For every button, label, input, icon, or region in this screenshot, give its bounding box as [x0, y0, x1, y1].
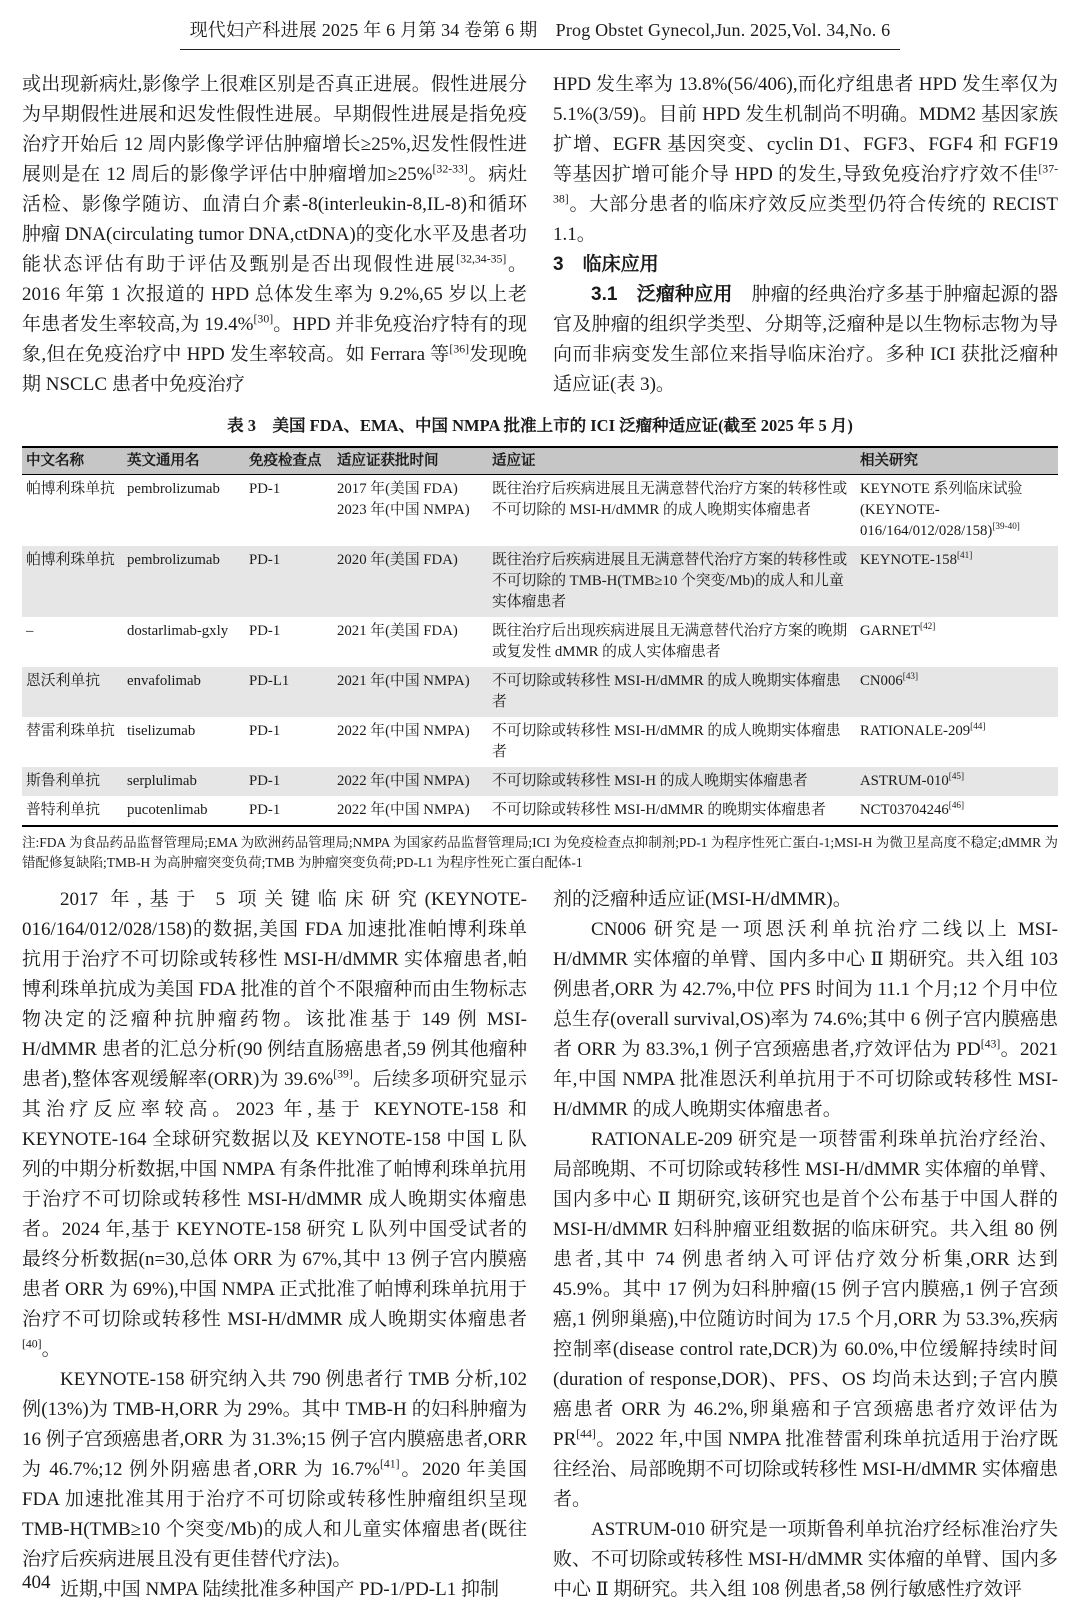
body-paragraph: 2017 年,基于 5 项关键临床研究(KEYNOTE-016/164/012/028/158)的数据,美国 FDA 加速批准帕博利珠单抗用于治疗不可切除或转移性 MSI-H/dMMR 实体瘤患者,帕博利珠单抗成为美国 FDA 批准的首个不限瘤种而由生物标志物决定的泛瘤种抗肿瘤药物。该批准基于 149 例 MSI-H/dMMR 患者的汇总分析(90 例结直肠癌患者,59 例其他瘤种患者),整体客观缓解率(ORR)为 39.6%[39]。后续多项研究显示其治疗反应率较高。2023 年,基于 KEYNOTE-158 和 KEYNOTE-164 全球研究数据以及 KEYNOTE-158 中国 L 队列的中期分析数据,中国 NMPA 有条件批准了帕博利珠单抗用于治疗不可切除或转移性 MSI-H/dMMR 成人晚期实体瘤患者。2024 年,基于 KEYNOTE-158 研究 L 队列中国受试者的最终分析数据(n=30,总体 ORR 为 67%,其中 13 例子宫内膜癌患者 ORR 为 69%),中国 NMPA 正式批准了帕博利珠单抗用于治疗不可切除或转移性 MSI-H/dMMR 成人晚期实体瘤患者[40]。 — [22, 889, 527, 1360]
body-paragraph: CN006 研究是一项恩沃利单抗治疗二线以上 MSI-H/dMMR 实体瘤的单臂、国内多中心 Ⅱ 期研究。共入组 103 例患者,ORR 为 42.7%,中位 PFS 时间为 11.1 个月;12 个月中位总生存(overall survival,OS)率为 74.6%;其中 6 例子宫内膜癌患者 ORR 为 83.3%,1 例子宫颈癌患者,疗效评估为 PD[43]。2021 年,中国 NMPA 批准恩沃利单抗用于不可切除或转移性 MSI-H/dMMR 的成人晚期实体瘤患者。 — [553, 919, 1058, 1120]
col-header-study: 相关研究 — [856, 447, 1058, 475]
ici-indications-table — [22, 446, 1058, 827]
col-header-checkpoint: 免疫检查点 — [245, 447, 333, 475]
cell-checkpoint: PD-1 — [249, 723, 281, 739]
cell-indication: 不可切除或转移性 MSI-H/dMMR 的晚期实体瘤患者 — [492, 802, 826, 818]
cell-approval: 2022 年(中国 NMPA) — [337, 802, 470, 818]
cell-indication: 不可切除或转移性 MSI-H/dMMR 的成人晚期实体瘤患者 — [492, 723, 841, 760]
cell-study: CN006[43] — [860, 671, 919, 689]
right-column-top — [553, 70, 1058, 400]
cell-cn-name: 斯鲁利单抗 — [26, 773, 100, 789]
page-header — [22, 16, 1058, 50]
cell-approval: 2017 年(美国 FDA) 2023 年(中国 NMPA) — [337, 481, 470, 518]
section-heading-clinical-application: 3 临床应用 — [553, 254, 659, 275]
table-row — [22, 546, 1058, 617]
cell-checkpoint: PD-1 — [249, 623, 281, 639]
cell-study: KEYNOTE-158[41] — [860, 550, 973, 568]
cell-checkpoint: PD-L1 — [249, 673, 290, 689]
table-row — [22, 796, 1058, 826]
table-row — [22, 475, 1058, 547]
table-footnote: 注:FDA 为食品药品监督管理局;EMA 为欧洲药品管理局;NMPA 为国家药品监督管理局;ICI 为免疫检查点抑制剂;PD-1 为程序性死亡蛋白-1;MSI-H 为微卫星高度不稳定;dMMR 为错配修复缺陷;TMB-H 为高肿瘤突变负荷;TMB 为肿瘤突变负荷;PD-L1 为程序性死亡蛋白配体-1 — [22, 835, 1058, 870]
top-text-columns — [22, 70, 1058, 400]
cell-study: RATIONALE-209[44] — [860, 721, 986, 739]
table-row — [22, 767, 1058, 796]
table-title: 表 3 美国 FDA、EMA、中国 NMPA 批准上市的 ICI 泛瘤种适应证(截至 2025 年 5 月) — [227, 416, 853, 435]
body-paragraph: HPD 发生率为 13.8%(56/406),而化疗组患者 HPD 发生率仅为 5.1%(3/59)。目前 HPD 发生机制尚不明确。MDM2 基因家族扩增、EGFR 基因突变、cyclin D1、FGF3、FGF4 和 FGF19 等基因扩增可能介导 HPD 的发生,导致免疫治疗疗效不佳[37-38]。大部分患者的临床疗效反应类型仍符合传统的 RECIST 1.1。 — [553, 74, 1058, 245]
body-paragraph: RATIONALE-209 研究是一项替雷利珠单抗治疗经治、局部晚期、不可切除或转移性 MSI-H/dMMR 实体瘤的单臂、国内多中心 Ⅱ 期研究,该研究也是首个公布基于中国人群的 MSI-H/dMMR 妇科肿瘤亚组数据的临床研究。共入组 80 例患者,其中 74 例患者纳入可评估疗效分析集,ORR 达到 45.9%。其中 17 例为妇科肿瘤(15 例子宫内膜癌,1 例子宫颈癌,1 例卵巢癌),中位随访时间为 17.5 个月,ORR 为 53.3%,疾病控制率(disease control rate,DCR)为 60.0%,中位缓解持续时间(duration of response,DOR)、PFS、OS 均尚未达到;子宫内膜癌患者 ORR 为 46.2%,卵巢癌和子宫颈癌患者疗效评估为 PR[44]。2022 年,中国 NMPA 批准替雷利珠单抗适用于治疗既往经治、局部晚期不可切除或转移性 MSI-H/dMMR 实体瘤患者。 — [553, 1129, 1058, 1510]
cell-approval: 2022 年(中国 NMPA) — [337, 773, 470, 789]
cell-indication: 既往治疗后出现疾病进展且无满意替代治疗方案的晚期或复发性 dMMR 的成人实体瘤患者 — [492, 623, 848, 660]
cell-en-name: dostarlimab-gxly — [127, 623, 229, 639]
cell-approval: 2021 年(美国 FDA) — [337, 623, 458, 639]
body-paragraph: 3.1 泛瘤种应用 肿瘤的经典治疗多基于肿瘤起源的器官及肿瘤的组织学类型、分期等,泛瘤种是以生物标志物为导向而非病变发生部位来指导临床治疗。多种 ICI 获批泛瘤种适应证(表 3)。 — [553, 284, 1058, 395]
cell-en-name: pembrolizumab — [127, 552, 220, 568]
col-header-indication: 适应证 — [488, 447, 856, 475]
cell-en-name: envafolimab — [127, 673, 201, 689]
cell-cn-name: 普特利单抗 — [26, 802, 100, 818]
cell-cn-name: 恩沃利单抗 — [26, 673, 100, 689]
bottom-text-columns — [22, 885, 1058, 1605]
cell-en-name: serplulimab — [127, 773, 197, 789]
cell-checkpoint: PD-1 — [249, 481, 281, 497]
table-row — [22, 717, 1058, 767]
journal-header-text: 现代妇产科进展 2025 年 6 月第 34 卷第 6 期 Prog Obstet Gynecol,Jun. 2025,Vol. 34,No. 6 — [180, 16, 901, 50]
col-header-approval-time: 适应证获批时间 — [333, 447, 488, 475]
cell-en-name: tiselizumab — [127, 723, 196, 739]
cell-study: KEYNOTE 系列临床试验(KEYNOTE-016/164/012/028/158)[39-40] — [860, 481, 1023, 539]
right-column-bottom — [553, 885, 1058, 1605]
cell-cn-name: 帕博利珠单抗 — [26, 552, 115, 568]
cell-study: ASTRUM-010[45] — [860, 771, 965, 789]
left-column-top — [22, 70, 527, 400]
cell-cn-name: – — [26, 623, 34, 639]
cell-indication: 既往治疗后疾病进展且无满意替代治疗方案的转移性或不可切除的 MSI-H/dMMR 的成人晚期实体瘤患者 — [492, 481, 848, 518]
table-row — [22, 667, 1058, 717]
page-number: 404 — [22, 1572, 51, 1593]
table-row — [22, 617, 1058, 667]
cell-en-name: pembrolizumab — [127, 481, 220, 497]
cell-en-name: pucotenlimab — [127, 802, 208, 818]
cell-checkpoint: PD-1 — [249, 802, 281, 818]
col-header-en-name: 英文通用名 — [123, 447, 245, 475]
cell-study: NCT03704246[46] — [860, 800, 965, 818]
body-paragraph: 剂的泛瘤种适应证(MSI-H/dMMR)。 — [553, 889, 852, 910]
cell-cn-name: 替雷利珠单抗 — [26, 723, 115, 739]
cell-study: GARNET[42] — [860, 621, 936, 639]
cell-cn-name: 帕博利珠单抗 — [26, 481, 115, 497]
cell-approval: 2020 年(美国 FDA) — [337, 552, 458, 568]
body-paragraph: 近期,中国 NMPA 陆续批准多种国产 PD-1/PD-L1 抑制 — [60, 1579, 499, 1600]
cell-approval: 2021 年(中国 NMPA) — [337, 673, 470, 689]
table-header-row — [22, 447, 1058, 475]
cell-approval: 2022 年(中国 NMPA) — [337, 723, 470, 739]
cell-indication: 既往治疗后疾病进展且无满意替代治疗方案的转移性或不可切除的 TMB-H(TMB≥10 个突变/Mb)的成人和儿童实体瘤患者 — [492, 552, 848, 610]
left-column-bottom — [22, 885, 527, 1605]
body-paragraph: ASTRUM-010 研究是一项斯鲁利单抗治疗经标准治疗失败、不可切除或转移性 MSI-H/dMMR 实体瘤的单臂、国内多中心 Ⅱ 期研究。共入组 108 例患者,58 例行敏感性疗效评 — [553, 1519, 1058, 1600]
table-3-block — [22, 412, 1058, 873]
cell-indication: 不可切除或转移性 MSI-H/dMMR 的成人晚期实体瘤患者 — [492, 673, 841, 710]
body-paragraph: 或出现新病灶,影像学上很难区别是否真正进展。假性进展分为早期假性进展和迟发性假性进展。早期假性进展是指免疫治疗开始后 12 周内影像学评估肿瘤增长≥25%,迟发性假性进展则是在 12 周后的影像学评估中肿瘤增加≥25%[32-33]。病灶活检、影像学随访、血清白介素-8(interleukin-8,IL-8)和循环肿瘤 DNA(circulating tumor DNA,ctDNA)的变化水平及患者功能状态评估有助于评估及甄别是否出现假性进展[32,34-35]。2016 年第 1 次报道的 HPD 总体发生率为 9.2%,65 岁以上老年患者发生率较高,为 19.4%[30]。HPD 并非免疫治疗特有的现象,但在免疫治疗中 HPD 发生率较高。如 Ferrara 等[36]发现晚期 NSCLC 患者中免疫治疗 — [22, 74, 527, 395]
col-header-cn-name: 中文名称 — [22, 447, 123, 475]
cell-checkpoint: PD-1 — [249, 773, 281, 789]
cell-indication: 不可切除或转移性 MSI-H 的成人晚期实体瘤患者 — [492, 773, 808, 789]
body-paragraph: KEYNOTE-158 研究纳入共 790 例患者行 TMB 分析,102 例(13%)为 TMB-H,ORR 为 29%。其中 TMB-H 的妇科肿瘤为 16 例子宫颈癌患者,ORR 为 31.3%;15 例子宫内膜癌患者,ORR 为 46.7%;12 例外阴癌患者,ORR 为 16.7%[41]。2020 年美国 FDA 加速批准其用于治疗不可切除或转移性肿瘤组织呈现 TMB-H(TMB≥10 个突变/Mb)的成人和儿童实体瘤患者(既往治疗后疾病进展且没有更佳替代疗法)。 — [22, 1369, 527, 1570]
cell-checkpoint: PD-1 — [249, 552, 281, 568]
